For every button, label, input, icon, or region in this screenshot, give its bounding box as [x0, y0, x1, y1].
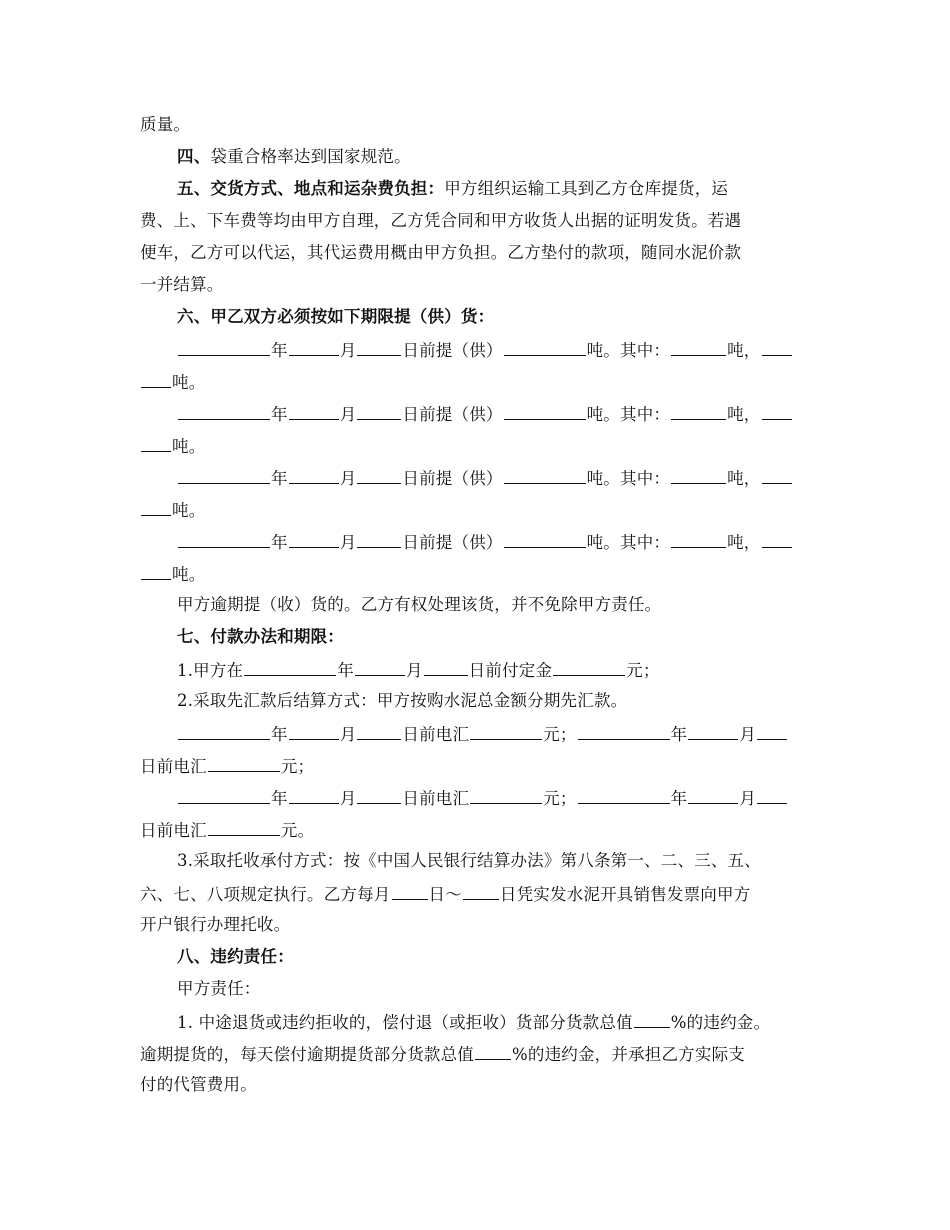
- blank-tons[interactable]: [504, 466, 586, 484]
- blank-year[interactable]: [178, 786, 270, 804]
- text: 1.甲方在: [177, 661, 244, 680]
- label-day: 日前提（供）: [402, 405, 503, 424]
- liability-item-1: [177, 1010, 770, 1034]
- label-yuan: 元；: [626, 661, 660, 680]
- clause-5: [177, 178, 728, 200]
- text: 六、七、八项规定执行。乙方每月: [140, 885, 391, 904]
- label-tons: 吨。其中：: [586, 405, 671, 424]
- text: 一并结算。: [140, 275, 224, 294]
- label-tons2: 吨，: [727, 341, 761, 360]
- blank-day-from[interactable]: [392, 882, 428, 900]
- clause-heading: 六、甲乙双方必须按如下期限提（供）货：: [177, 307, 495, 326]
- text: 1. 中途退货或违约拒收的，偿付退（或拒收）货部分货款总值: [177, 1013, 633, 1032]
- blank-part[interactable]: [141, 562, 171, 580]
- wire-row: [177, 786, 788, 810]
- text: 日～: [428, 885, 462, 904]
- blank-year[interactable]: [178, 338, 270, 356]
- text: 日凭实发水泥开具销售发票向甲方: [499, 885, 751, 904]
- text: 甲方责任：: [177, 979, 261, 998]
- text: %的违约金，并承担乙方实际支: [512, 1045, 745, 1064]
- blank-day[interactable]: [357, 466, 401, 484]
- label-month: 月: [339, 405, 357, 424]
- label-wire: 日前电汇: [140, 821, 207, 840]
- blank-percent[interactable]: [634, 1010, 670, 1028]
- label-month: 月: [739, 725, 757, 744]
- payment-item-1: [177, 658, 660, 682]
- blank-part[interactable]: [141, 498, 171, 516]
- text-line: [177, 594, 661, 616]
- label-day: 日前提（供）: [402, 533, 503, 552]
- label-yuan: 元；: [543, 789, 577, 808]
- blank-year[interactable]: [178, 466, 270, 484]
- payment-item-2: [177, 690, 627, 712]
- blank-day[interactable]: [357, 786, 401, 804]
- label-month: 月: [339, 533, 357, 552]
- blank-month[interactable]: [289, 786, 339, 804]
- blank-part[interactable]: [671, 466, 726, 484]
- label-yuan: 元；: [280, 757, 315, 776]
- clause-7-heading: [177, 626, 344, 648]
- text-line: [140, 114, 190, 136]
- payment-item-3: [177, 850, 761, 872]
- label-month: 月: [405, 661, 423, 680]
- label-tons-end: 吨。: [172, 565, 206, 584]
- text-line: [140, 1074, 257, 1096]
- payment-item-3-cont: [140, 882, 750, 906]
- blank-day-to[interactable]: [463, 882, 499, 900]
- blank-year[interactable]: [178, 530, 270, 548]
- text: 开户银行办理托收。: [140, 915, 291, 934]
- label-tons: 吨。其中：: [586, 469, 671, 488]
- liability-item-1-cont: [140, 1042, 745, 1066]
- clause-6-heading: [177, 306, 494, 328]
- label-tons2: 吨，: [727, 469, 761, 488]
- blank-percent[interactable]: [475, 1042, 511, 1060]
- blank-part[interactable]: [141, 370, 171, 388]
- blank-year[interactable]: [244, 658, 336, 676]
- label-month: 月: [339, 789, 357, 808]
- blank-amount[interactable]: [208, 754, 280, 772]
- label-month: 月: [339, 469, 357, 488]
- blank-month[interactable]: [688, 786, 738, 804]
- label-year: 年: [271, 405, 288, 424]
- blank-month[interactable]: [289, 722, 339, 740]
- clause-heading: 八、违约责任：: [177, 947, 294, 966]
- label-day: 日前提（供）: [402, 469, 503, 488]
- text-line: [140, 914, 290, 936]
- blank-month[interactable]: [688, 722, 738, 740]
- clause-8-heading: [177, 946, 294, 968]
- blank-tons[interactable]: [504, 530, 586, 548]
- blank-part[interactable]: [762, 402, 792, 420]
- text: 3.采取托收承付方式：按《中国人民银行结算办法》第八条第一、二、三、五、: [177, 851, 761, 870]
- clause-4: [177, 146, 411, 168]
- blank-part[interactable]: [671, 402, 726, 420]
- blank-amount[interactable]: [208, 818, 280, 836]
- text-line: [140, 210, 741, 232]
- label-wire: 日前电汇: [402, 725, 470, 744]
- schedule-row: [177, 530, 793, 554]
- text: 甲方逾期提（收）货的。乙方有权处理该货，并不免除甲方责任。: [177, 595, 662, 614]
- wire-row: [177, 722, 788, 746]
- party-a-heading: [177, 978, 261, 1000]
- label-year: 年: [271, 533, 288, 552]
- label-year: 年: [271, 789, 288, 808]
- blank-day[interactable]: [757, 786, 787, 804]
- label-tons: 吨。其中：: [586, 533, 671, 552]
- schedule-row: [177, 466, 793, 490]
- blank-day[interactable]: [757, 722, 787, 740]
- blank-month[interactable]: [289, 402, 339, 420]
- wire-row-cont: [140, 754, 314, 778]
- blank-part[interactable]: [141, 434, 171, 452]
- wire-row-cont: [140, 818, 314, 842]
- blank-year[interactable]: [178, 402, 270, 420]
- label-month: 月: [339, 725, 357, 744]
- label-tons: 吨。其中：: [586, 341, 671, 360]
- blank-amount[interactable]: [470, 722, 542, 740]
- label-year: 年: [670, 789, 688, 808]
- label-year: 年: [670, 725, 688, 744]
- blank-amount[interactable]: [470, 786, 542, 804]
- label-year: 年: [337, 661, 354, 680]
- blank-month[interactable]: [289, 466, 339, 484]
- schedule-row: [177, 338, 793, 362]
- blank-month[interactable]: [289, 530, 339, 548]
- label-tons2: 吨，: [727, 533, 761, 552]
- blank-amount[interactable]: [553, 658, 625, 676]
- blank-part[interactable]: [762, 466, 792, 484]
- text-line: [140, 242, 741, 264]
- blank-year[interactable]: [178, 722, 270, 740]
- blank-day[interactable]: [357, 338, 401, 356]
- label-year: 年: [271, 725, 288, 744]
- schedule-row-cont: [140, 498, 205, 522]
- clause-heading: 四、: [177, 147, 211, 166]
- label-wire: 日前电汇: [140, 757, 207, 776]
- text: 甲方组织运输工具到乙方仓库提货，运: [444, 179, 729, 198]
- text: %的违约金。: [670, 1013, 771, 1032]
- schedule-row-cont: [140, 434, 205, 458]
- blank-day[interactable]: [424, 658, 468, 676]
- text: 费、上、下车费等均由甲方自理，乙方凭合同和甲方收货人出据的证明发货。若遇: [140, 211, 742, 230]
- label-yuan: 元。: [280, 821, 315, 840]
- blank-year[interactable]: [578, 722, 670, 740]
- text: 袋重合格率达到国家规范。: [210, 147, 411, 166]
- label-wire: 日前电汇: [402, 789, 470, 808]
- blank-part[interactable]: [671, 530, 726, 548]
- blank-part[interactable]: [762, 338, 792, 356]
- label-month: 月: [339, 341, 357, 360]
- blank-tons[interactable]: [504, 402, 586, 420]
- text: 2.采取先汇款后结算方式：甲方按购水泥总金额分期先汇款。: [177, 691, 628, 710]
- blank-day[interactable]: [357, 530, 401, 548]
- text-line: [140, 274, 224, 296]
- label-tons-end: 吨。: [172, 437, 206, 456]
- clause-heading: 七、付款办法和期限：: [177, 627, 344, 646]
- blank-tons[interactable]: [504, 338, 586, 356]
- label-year: 年: [271, 341, 288, 360]
- label-yuan: 元；: [543, 725, 577, 744]
- schedule-row-cont: [140, 370, 205, 394]
- text: 质量。: [140, 115, 191, 134]
- schedule-row: [177, 402, 793, 426]
- label-year: 年: [271, 469, 288, 488]
- text: 便车，乙方可以代运，其代运费用概由甲方负担。乙方垫付的款项，随同水泥价款: [140, 243, 742, 262]
- label-deposit: 日前付定金: [468, 661, 553, 680]
- label-tons2: 吨，: [727, 405, 761, 424]
- blank-day[interactable]: [357, 402, 401, 420]
- clause-heading: 五、交货方式、地点和运杂费负担：: [177, 179, 445, 198]
- blank-month[interactable]: [355, 658, 405, 676]
- text: 付的代管费用。: [140, 1075, 257, 1094]
- label-month: 月: [739, 789, 757, 808]
- text: 逾期提货的，每天偿付逾期提货部分货款总值: [140, 1045, 474, 1064]
- label-tons-end: 吨。: [172, 501, 206, 520]
- schedule-row-cont: [140, 562, 205, 586]
- label-tons-end: 吨。: [172, 373, 206, 392]
- blank-day[interactable]: [357, 722, 401, 740]
- label-day: 日前提（供）: [402, 341, 503, 360]
- blank-part[interactable]: [762, 530, 792, 548]
- blank-year[interactable]: [578, 786, 670, 804]
- blank-month[interactable]: [289, 338, 339, 356]
- blank-part[interactable]: [671, 338, 726, 356]
